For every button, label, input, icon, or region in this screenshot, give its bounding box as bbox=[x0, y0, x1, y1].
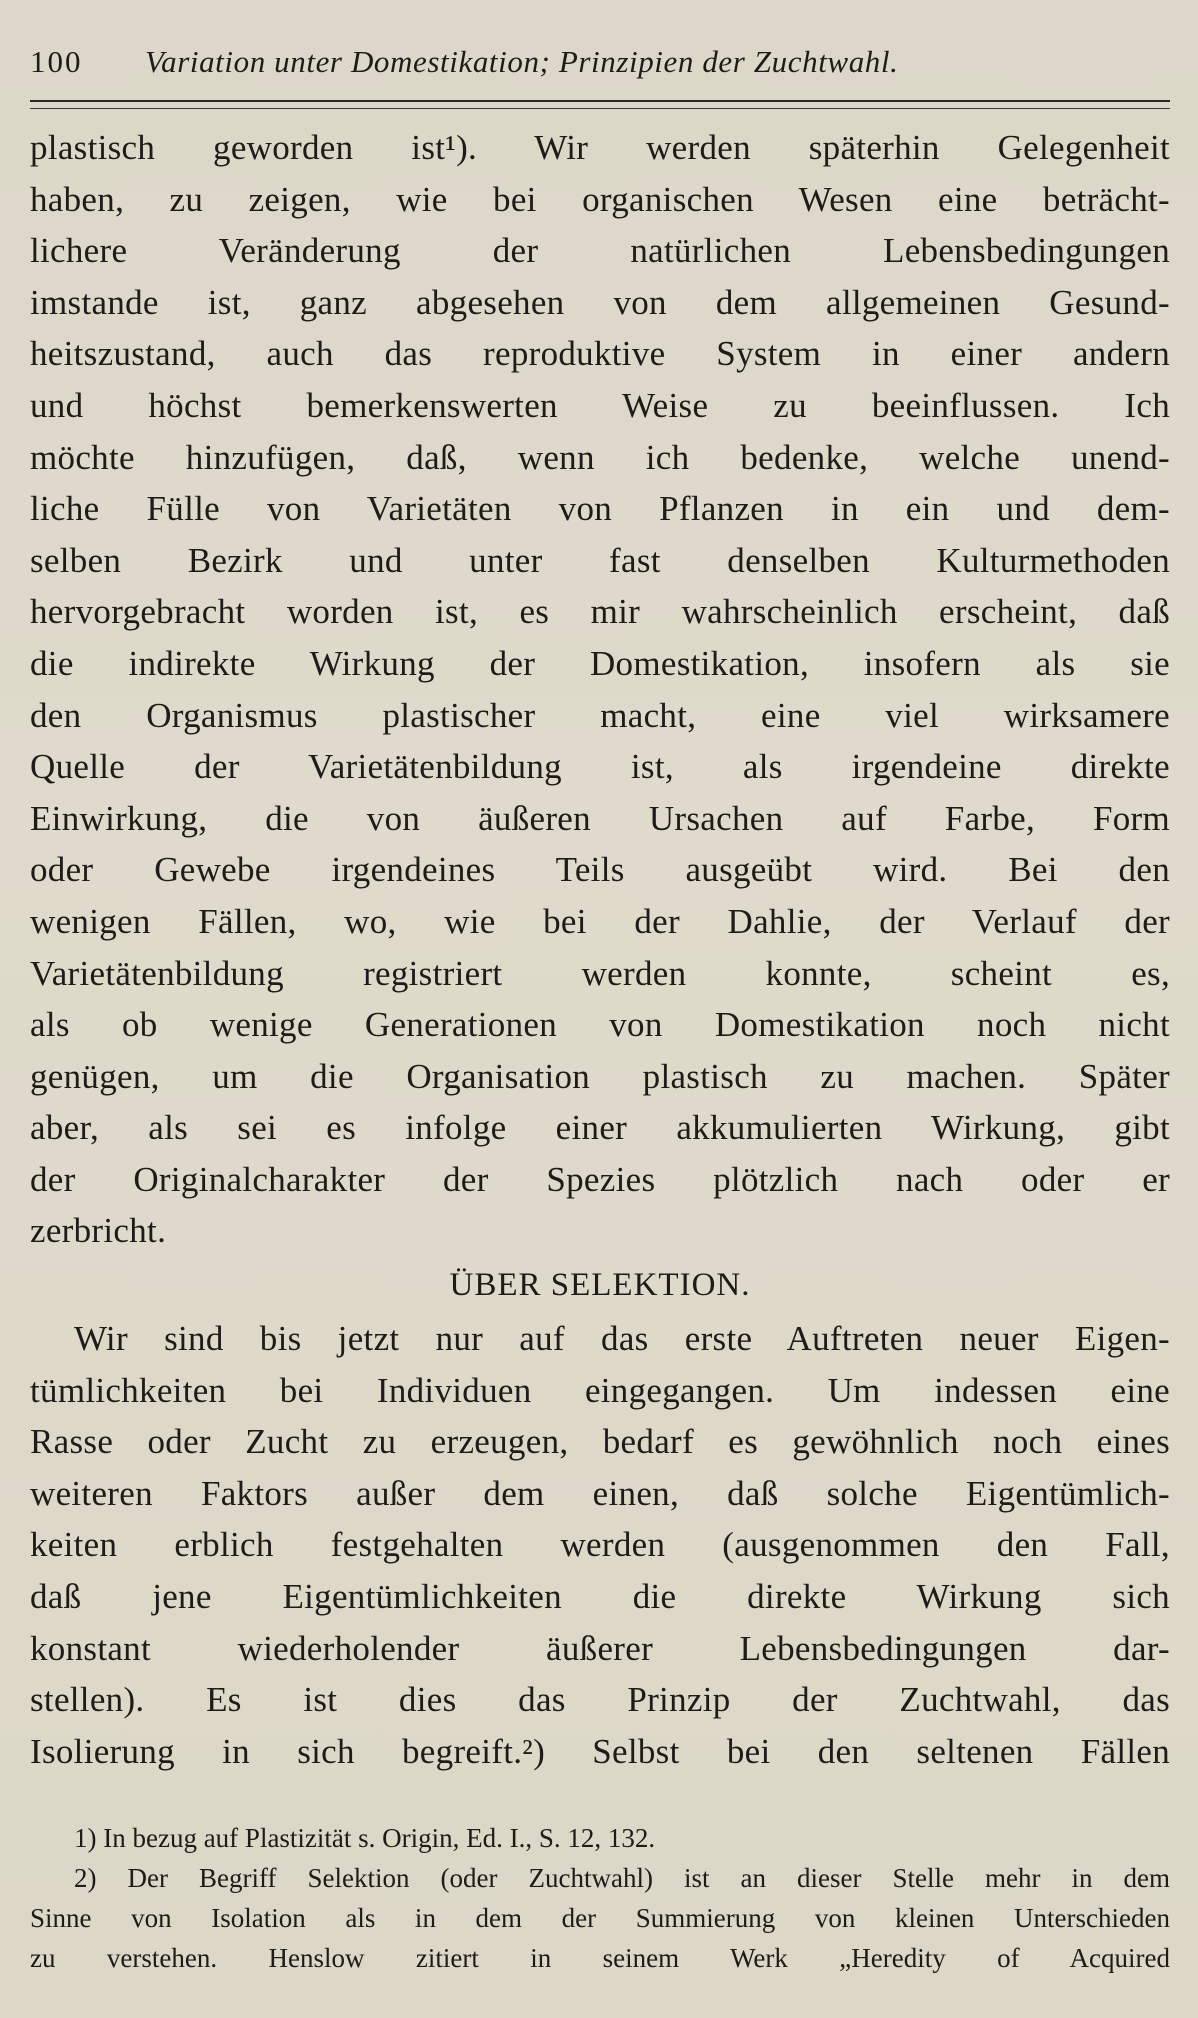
text-line: aber, als sei es infolge einer akkumulierten Wirkung, gibt bbox=[30, 1108, 1170, 1148]
header-rule-thick bbox=[30, 100, 1170, 102]
section-heading: ÜBER SELEKTION. bbox=[449, 1267, 751, 1304]
text-line: heitszustand, auch das reproduktive System in einer andern bbox=[30, 334, 1170, 374]
text-line: die indirekte Wirkung der Domestikation, insofern als sie bbox=[30, 643, 1170, 683]
text-line: den Organismus plastischer macht, eine viel wirksamere bbox=[30, 695, 1170, 735]
text-line: konstant wiederholender äußerer Lebensbedingungen dar- bbox=[30, 1628, 1170, 1668]
running-head bbox=[30, 40, 1170, 84]
header-rule-thin bbox=[30, 108, 1170, 109]
text-line: der Originalcharakter der Spezies plötzlich nach oder er bbox=[30, 1159, 1170, 1199]
text-line: hervorgebracht worden ist, es mir wahrscheinlich erscheint, daß bbox=[30, 592, 1170, 632]
text-line: lichere Veränderung der natürlichen Lebensbedingungen bbox=[30, 231, 1170, 271]
text-line: möchte hinzufügen, daß, wenn ich bedenke, welche unend- bbox=[30, 437, 1170, 477]
text-line: imstande ist, ganz abgesehen von dem allgemeinen Gesund- bbox=[30, 282, 1170, 322]
text-line: selben Bezirk und unter fast denselben Kulturmethoden bbox=[30, 540, 1170, 580]
text-line: zerbricht. bbox=[30, 1211, 167, 1251]
text-line: Rasse oder Zucht zu erzeugen, bedarf es gewöhnlich noch eines bbox=[30, 1422, 1170, 1462]
footnotes bbox=[30, 1818, 1170, 1978]
text-line: Quelle der Varietätenbildung ist, als irgendeine direkte bbox=[30, 747, 1170, 787]
footnote-1: 1) In bezug auf Plastizität s. Origin, Ed. I., S. 12, 132. bbox=[74, 1823, 656, 1853]
text-line: wenigen Fällen, wo, wie bei der Dahlie, der Verlauf der bbox=[30, 901, 1170, 941]
text-line: liche Fülle von Varietäten von Pflanzen in ein und dem- bbox=[30, 489, 1170, 529]
page-number: 100 bbox=[30, 44, 83, 79]
footnote-2-line: zu verstehen. Henslow zitiert in seinem Werk „Heredity of Acquired bbox=[30, 1943, 1170, 1973]
text-line: Einwirkung, die von äußeren Ursachen auf Farbe, Form bbox=[30, 798, 1170, 838]
text-line: genügen, um die Organisation plastisch zu machen. Später bbox=[30, 1056, 1170, 1096]
text-line: haben, zu zeigen, wie bei organischen Wesen eine beträcht- bbox=[30, 179, 1170, 219]
text-line: keiten erblich festgehalten werden (ausgenommen den Fall, bbox=[30, 1525, 1170, 1565]
text-line: als ob wenige Generationen von Domestikation noch nicht bbox=[30, 1005, 1170, 1045]
text-line: daß jene Eigentümlichkeiten die direkte Wirkung sich bbox=[30, 1577, 1170, 1617]
text-line: oder Gewebe irgendeines Teils ausgeübt wird. Bei den bbox=[30, 850, 1170, 890]
text-line: Isolierung in sich begreift.²) Selbst bei den seltenen Fällen bbox=[30, 1731, 1170, 1771]
text-line: plastisch geworden ist¹). Wir werden späterhin Gelegenheit bbox=[30, 128, 1170, 167]
text-line: Wir sind bis jetzt nur auf das erste Auftreten neuer Eigen- bbox=[74, 1319, 1170, 1359]
body-text bbox=[30, 122, 1170, 1777]
text-line: stellen). Es ist dies das Prinzip der Zuchtwahl, das bbox=[30, 1680, 1170, 1720]
text-line: tümlichkeiten bei Individuen eingegangen. Um indessen eine bbox=[30, 1370, 1170, 1410]
footnote-2-line: 2) Der Begriff Selektion (oder Zuchtwahl) ist an dieser Stelle mehr in dem bbox=[74, 1863, 1170, 1893]
text-line: und höchst bemerkenswerten Weise zu beeinflussen. Ich bbox=[30, 385, 1170, 425]
running-head-title: Variation unter Domestikation; Prinzipien der Zuchtwahl. bbox=[145, 44, 899, 79]
footnote-2-line: Sinne von Isolation als in dem der Summierung von kleinen Unterschieden bbox=[30, 1903, 1170, 1933]
text-line: Varietätenbildung registriert werden konnte, scheint es, bbox=[30, 953, 1170, 993]
text-line: weiteren Faktors außer dem einen, daß solche Eigentümlich- bbox=[30, 1473, 1170, 1513]
